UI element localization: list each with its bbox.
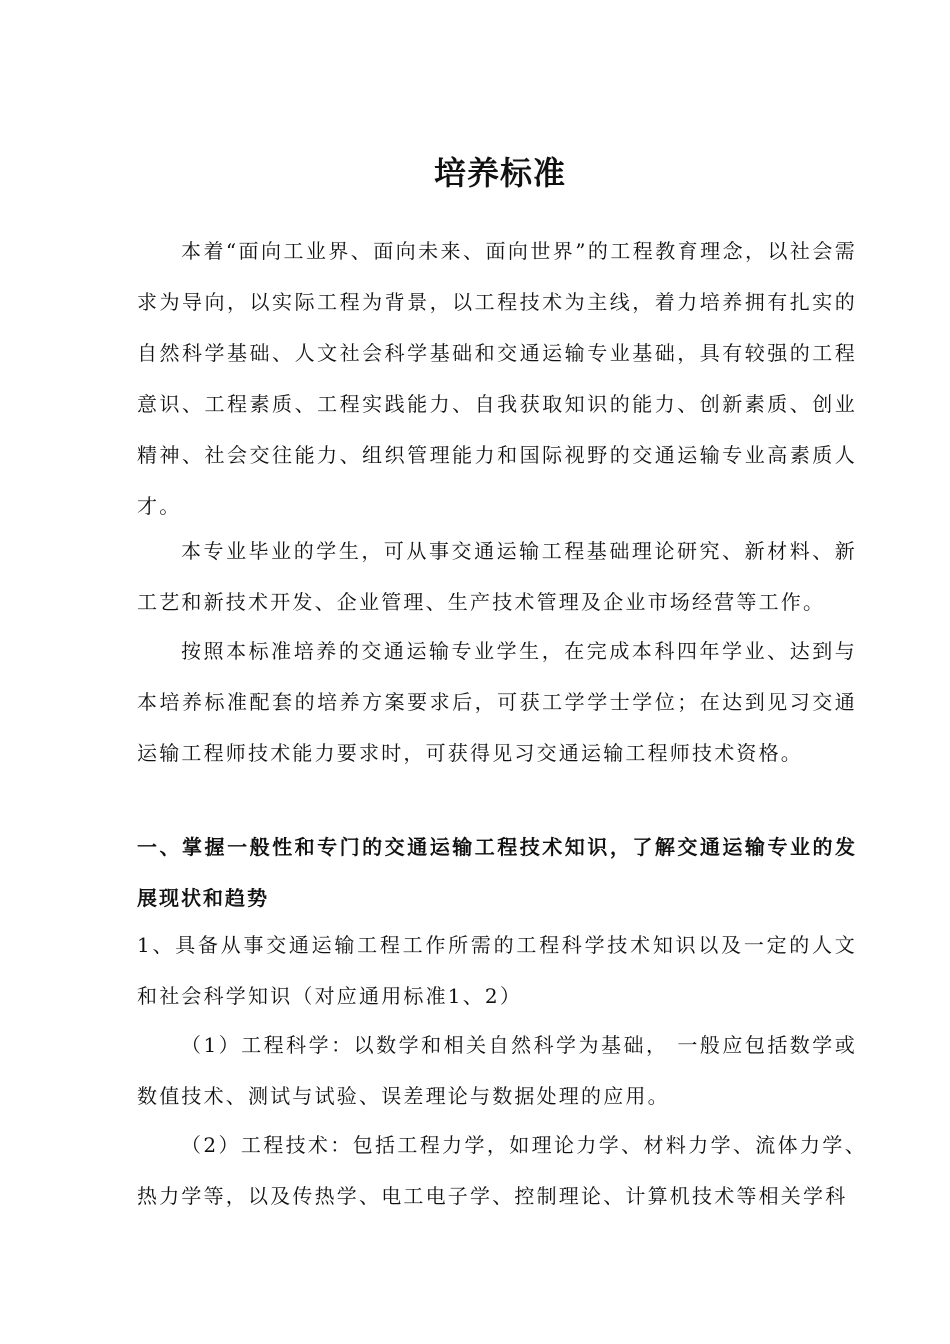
degree-paragraph: 按照本标准培养的交通运输专业学生，在完成本科四年学业、达到与本培养标准配套的培养方案要求后，可获工学学士学位；在达到见习交通运输工程师技术能力要求时，可获得见习交通运输工程师技术资格。 <box>137 639 857 765</box>
section-1-heading: 一、掌握一般性和专门的交通运输工程技术知识，了解交通运输专业的发展现状和趋势 <box>137 835 857 910</box>
section-1-item-1: 1、具备从事交通运输工程工作所需的工程科学技术知识以及一定的人文和社会科学知识（对应通用标准1、2） <box>137 933 857 1008</box>
section-1-subitem-2: （2）工程技术：包括工程力学，如理论力学、材料力学、流体力学、热力学等，以及传热学、电工电子学、控制理论、计算机技术等相关学科 <box>137 1133 867 1208</box>
section-1-subitem-1: （1）工程科学：以数学和相关自然科学为基础， 一般应包括数学或数值技术、测试与试验、误差理论与数据处理的应用。 <box>137 1033 857 1108</box>
career-paragraph: 本专业毕业的学生，可从事交通运输工程基础理论研究、新材料、新工艺和新技术开发、企业管理、生产技术管理及企业市场经营等工作。 <box>137 539 857 614</box>
intro-paragraph: 本着“面向工业界、面向未来、面向世界”的工程教育理念，以社会需求为导向，以实际工程为背景，以工程技术为主线，着力培养拥有扎实的自然科学基础、人文社会科学基础和交通运输专业基础，具有较强的工程意识、工程素质、工程实践能力、自我获取知识的能力、创新素质、创业精神、社会交往能力、组织管理能力和国际视野的交通运输专业高素质人才。 <box>137 239 857 518</box>
document-title: 培养标准 <box>433 154 566 193</box>
